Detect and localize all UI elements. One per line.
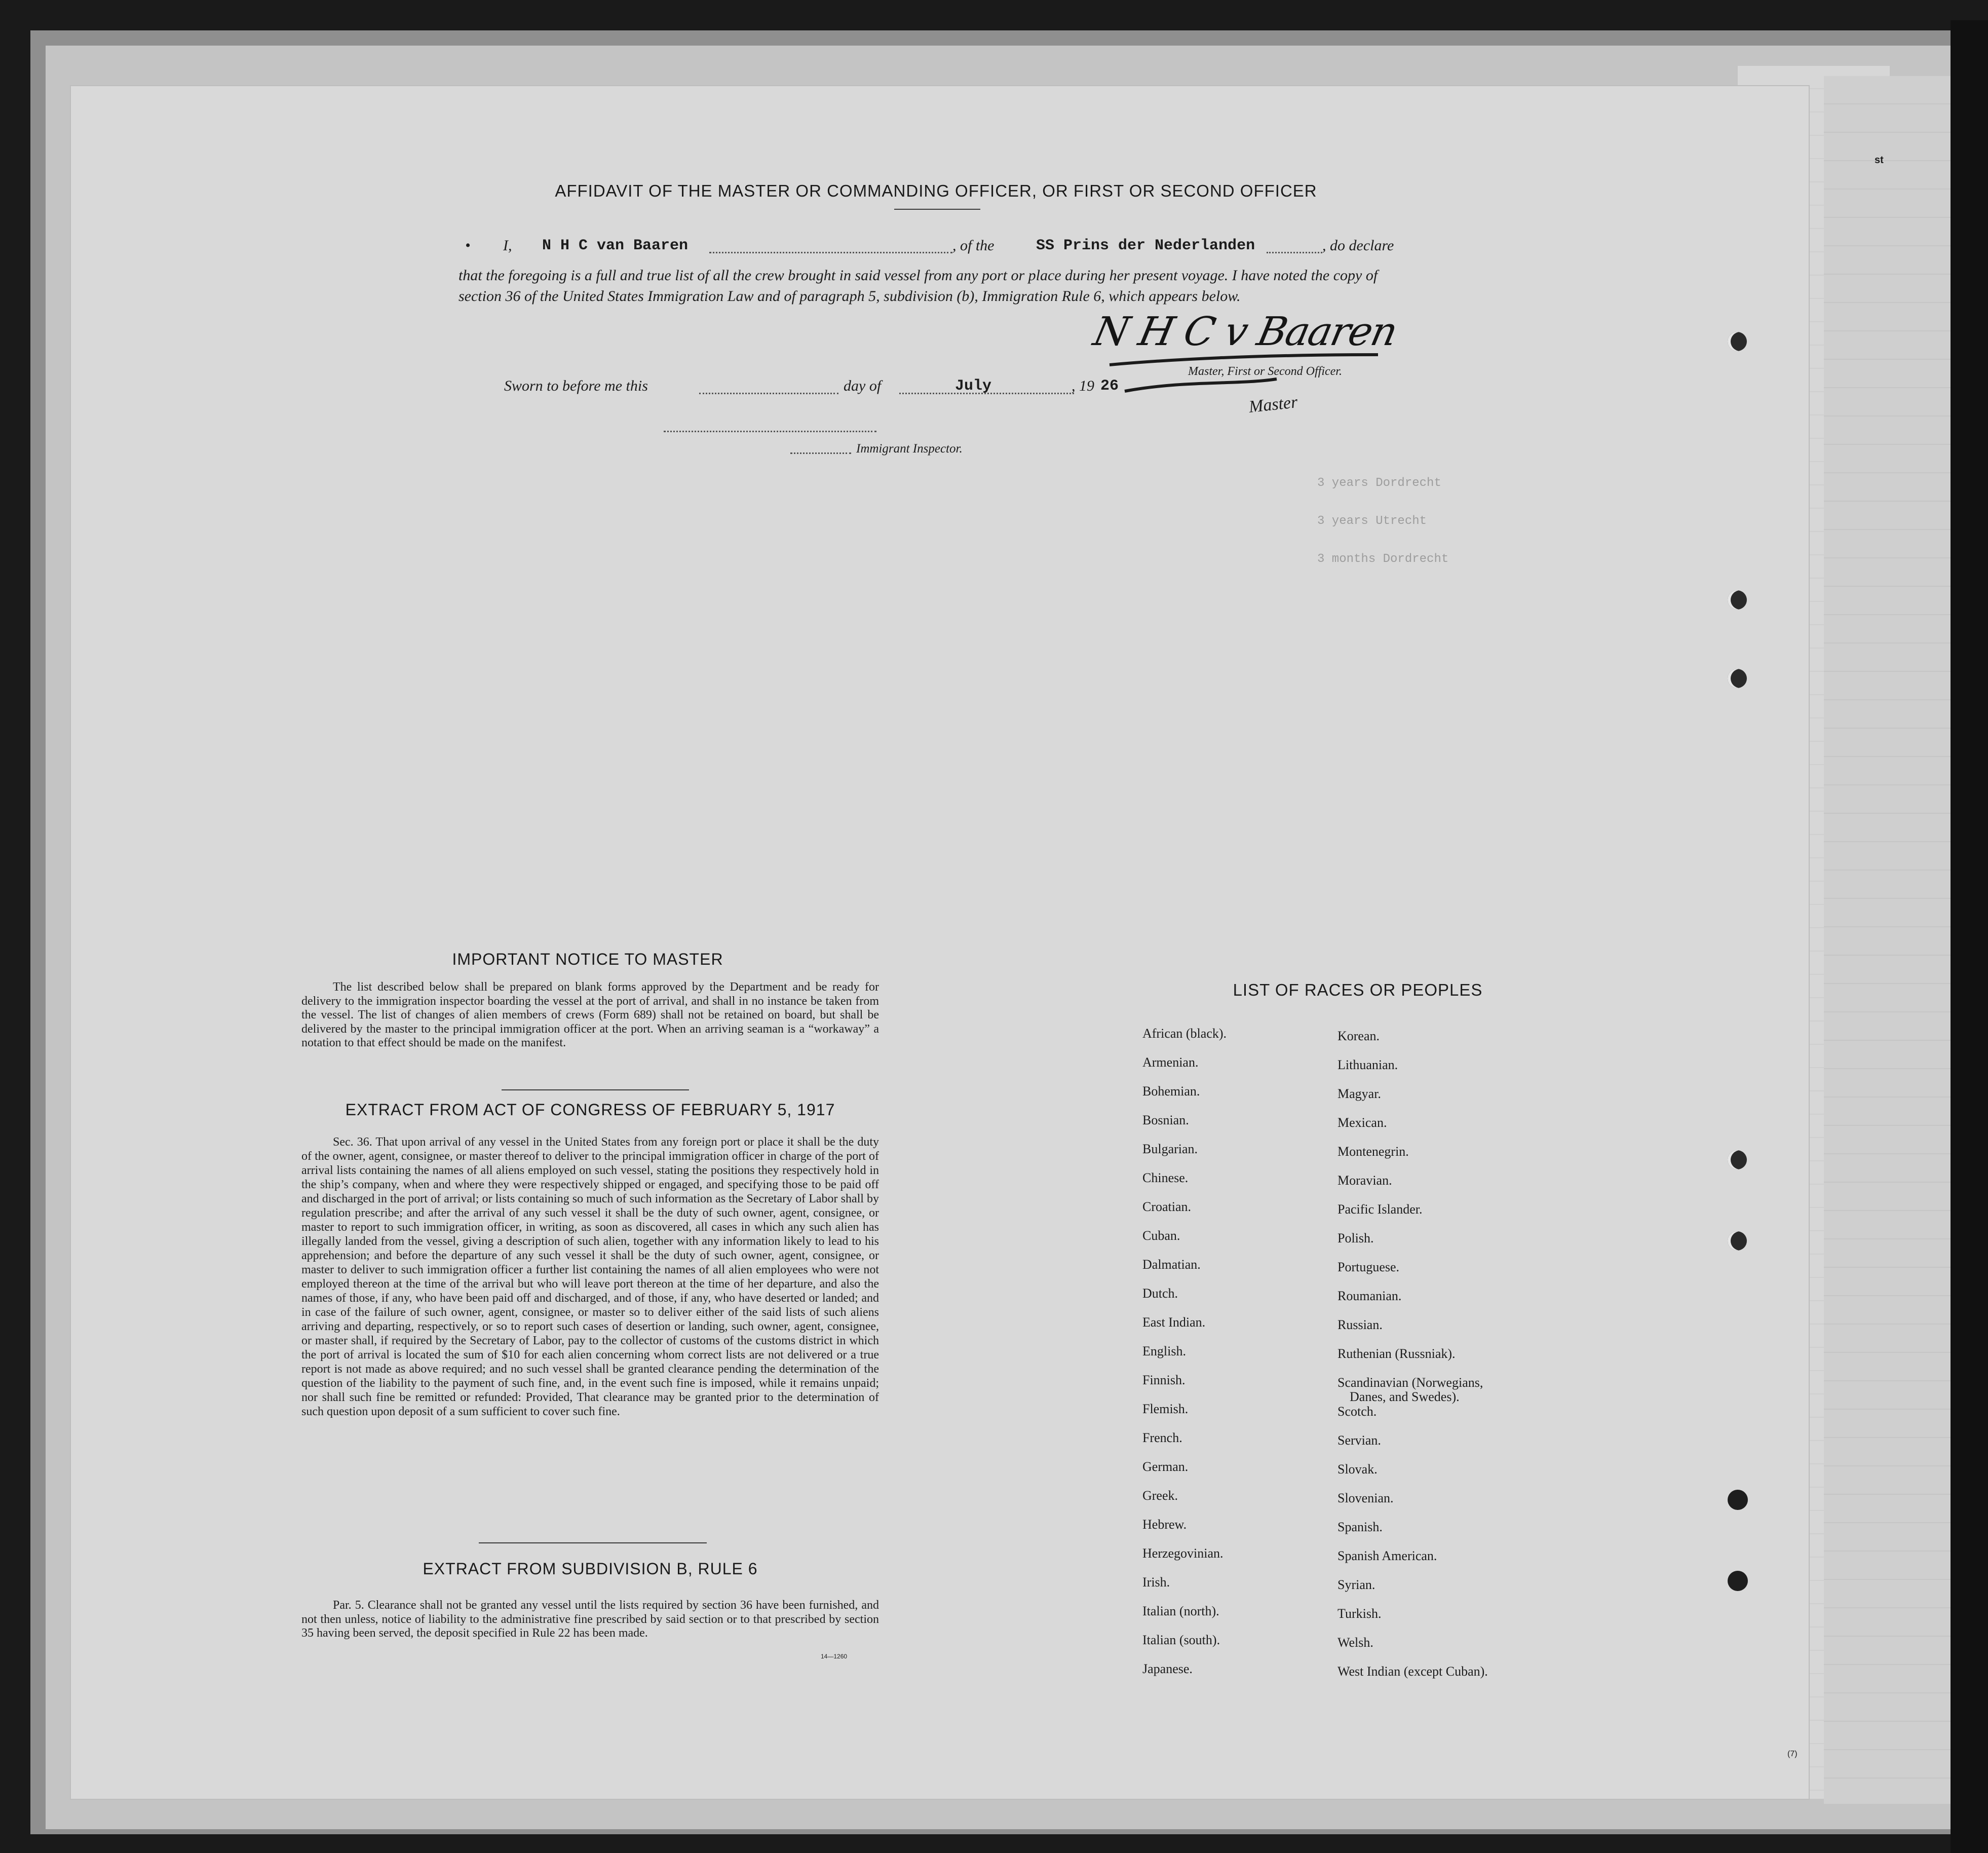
master-name: N H C van Baaren (542, 237, 689, 254)
race-item: Cuban. (1142, 1228, 1180, 1243)
race-item: Moravian. (1337, 1173, 1392, 1188)
rule-extract-body (301, 1599, 879, 1641)
race-item: English. (1142, 1344, 1186, 1358)
race-item: Lithuanian. (1337, 1057, 1398, 1072)
scan-border (1951, 20, 1988, 1853)
signature-caption: Master, First or Second Officer. (1188, 365, 1342, 378)
race-item: Finnish. (1142, 1373, 1186, 1387)
race-item: African (black). (1142, 1026, 1227, 1041)
signature-script: N H C v Baaren (1089, 309, 1401, 355)
race-item: Japanese. (1142, 1661, 1193, 1676)
race-item: Russian. (1337, 1317, 1383, 1332)
sworn-prefix: Sworn to before me this (504, 377, 648, 394)
sworn-day-label: day of (844, 377, 882, 394)
notice-paragraph: The list described below shall be prepared on blank forms approved by the Department and be ready for delivery to the immigration inspector boarding the vessel at the port of arrival, and shall in no instance be taken from the vessel. The list of changes of alien members of crews (Form 689) shall not be retained on board, but shall be delivered by the master to the principal immigration officer at the port. When an arriving seaman is a “workaway” a notation to that effect should be made on the manifest. (301, 980, 879, 1049)
race-item: Flemish. (1142, 1402, 1189, 1416)
race-item: Croatian. (1142, 1199, 1192, 1214)
edge-mark-top-right: st (1875, 155, 1884, 166)
form-number: 14—1260 (821, 1653, 848, 1660)
rule-extract-heading: EXTRACT FROM SUBDIVISION B, RULE 6 (423, 1560, 758, 1578)
race-item: Welsh. (1337, 1635, 1373, 1650)
punch-hole-icon (1728, 1231, 1747, 1251)
act-extract-heading: EXTRACT FROM ACT OF CONGRESS OF FEBRUARY 5, 1917 (345, 1101, 835, 1119)
notice-heading: IMPORTANT NOTICE TO MASTER (452, 950, 723, 968)
race-item: Greek. (1142, 1488, 1178, 1503)
race-item: Slovenian. (1337, 1491, 1394, 1505)
section-divider (479, 1542, 707, 1543)
affidavit-statement: that the foregoing is a full and true list of all the crew brought in said vessel from any port or place during her present voyage. I have noted the copy of section 36 of the United States Immigration Law and of paragraph 5, subdivision (b), Immigration Rule 6, which appears below. (458, 267, 1378, 305)
race-item: Turkish. (1337, 1606, 1382, 1621)
race-item: Bosnian. (1142, 1113, 1189, 1127)
vessel-name: SS Prins der Nederlanden (1036, 237, 1255, 254)
race-item: Syrian. (1337, 1577, 1375, 1592)
race-item: German. (1142, 1459, 1189, 1474)
race-item: Dalmatian. (1142, 1257, 1201, 1272)
race-item: Servian. (1337, 1433, 1381, 1448)
race-item: Bulgarian. (1142, 1142, 1198, 1156)
inspector-signature-line (790, 452, 851, 454)
handwritten-title: Master (1248, 393, 1298, 417)
race-item: Montenegrin. (1337, 1144, 1409, 1159)
race-item: Italian (north). (1142, 1604, 1219, 1618)
race-item: East Indian. (1142, 1315, 1206, 1330)
race-item: Hebrew. (1142, 1517, 1187, 1532)
race-item: Slovak. (1337, 1462, 1378, 1477)
race-item: West Indian (except Cuban). (1337, 1664, 1488, 1679)
race-item: Polish. (1337, 1231, 1374, 1245)
affidavit-declare-suffix: , do declare (1322, 237, 1394, 254)
affidavit-title: AFFIDAVIT OF THE MASTER OR COMMANDING OFFICER, OR FIRST OR SECOND OFFICER (555, 181, 1317, 200)
race-item: French. (1142, 1430, 1182, 1445)
page-number: (7) (1787, 1750, 1798, 1758)
race-item: Magyar. (1337, 1086, 1381, 1101)
inspector-signature-line (664, 431, 876, 432)
sworn-year: 26 (1100, 377, 1119, 395)
punch-hole-icon (1728, 332, 1747, 351)
section-divider (502, 1089, 689, 1090)
race-item: Scandinavian (Norwegians, (1337, 1375, 1483, 1390)
rule-extract-paragraph: Par. 5. Clearance shall not be granted any vessel until the lists required by section 36 have been furnished, and not then unless, notice of liability to the administrative fine prescribed by said section or to that prescribed by section 35 having been served, the deposit specified in Rule 22 has been made. (301, 1599, 879, 1640)
bleed-through-text: 3 months Dordrecht (1317, 552, 1449, 566)
affidavit-declarant-prefix: I, (503, 237, 512, 254)
race-item: Portuguese. (1337, 1260, 1400, 1274)
punch-hole-icon (1728, 669, 1747, 688)
ruled-sheet-edge (1824, 76, 1956, 1804)
bleed-through-text: 3 years Utrecht (1317, 514, 1427, 528)
race-item: Scotch. (1337, 1404, 1377, 1419)
manifest-page (71, 86, 1809, 1799)
race-item: Danes, and Swedes). (1350, 1389, 1460, 1404)
blank-line (709, 252, 952, 253)
bleed-through-text: 3 years Dordrecht (1317, 476, 1441, 490)
race-item: Herzegovinian. (1142, 1546, 1224, 1561)
race-item: Bohemian. (1142, 1084, 1200, 1099)
race-item: Roumanian. (1337, 1289, 1402, 1303)
race-item: Ruthenian (Russniak). (1337, 1346, 1456, 1361)
notice-body (301, 980, 879, 1050)
race-item: Italian (south). (1142, 1633, 1220, 1647)
inspector-caption: Immigrant Inspector. (856, 442, 963, 456)
race-item: Korean. (1337, 1029, 1380, 1043)
race-item: Irish. (1142, 1575, 1170, 1590)
race-item: Spanish. (1337, 1520, 1383, 1534)
blank-line (1267, 252, 1322, 253)
punch-hole-icon (1728, 590, 1747, 610)
races-heading: LIST OF RACES OR PEOPLES (1233, 980, 1483, 999)
race-item: Chinese. (1142, 1170, 1189, 1185)
race-item: Dutch. (1142, 1286, 1178, 1301)
act-extract-body (301, 1135, 879, 1419)
title-underline (894, 209, 980, 210)
sworn-day-blank (699, 393, 838, 394)
race-item: Spanish American. (1337, 1548, 1437, 1563)
sworn-month: July (955, 377, 992, 395)
race-item: Pacific Islander. (1337, 1202, 1423, 1217)
punch-hole-icon (1728, 1150, 1747, 1169)
act-extract-paragraph: Sec. 36. That upon arrival of any vessel in the United States from any foreign port or place it shall be the duty of the owner, agent, consignee, or master thereof to deliver to the principal immigration officer in charge of the port of arrival lists containing the names of all aliens employed on such vessel, stating the positions they respectively hold in the ship’s company, when and where they were respectively shipped or engaged, and specifying those to be paid off and discharged in the port of arrival; or lists containing so much of such information as the Secretary of Labor shall by regulation prescribe; and after the arrival of any such vessel it shall be the duty of such owner, agent, consignee, or master to report to such immigration officer, in writing, as soon as discovered, all cases in which any such alien has illegally landed from the vessel, giving a description of such alien, together with any information likely to lead to his apprehension; and before the departure of any such vessel it shall be the duty of such owner, agent, consignee, or master to deliver to such immigration officer a further list containing the names of all alien employees who were not employed thereon at the time of the arrival but who will leave port thereon at the time of her departure, and also the names of those, if any, who have been paid off and discharged, and of those, if any, who have deserted or landed; and in case of the failure of such owner, agent, consignee, or master so to deliver either of the said lists of such aliens arriving and departing, respectively, or so to report such cases of desertion or landing, such owner, agent, consignee, or master shall, if required by the Secretary of Labor, pay to the collector of customs of the customs district in which the port of arrival is located the sum of $10 for each alien concerning whom correct lists are not delivered or a true report is not made as above required; and no such vessel shall be granted clearance pending the determination of the question of the liability to the payment of such fine, and, in the event such fine is imposed, while it remains unpaid; nor shall such fine be remitted or refunded: Provided, That clearance may be granted prior to the determination of such question upon deposit of a sum sufficient to cover such fine. (301, 1136, 879, 1418)
race-item: Armenian. (1142, 1055, 1199, 1070)
punch-hole-icon (1728, 1490, 1748, 1510)
race-item: Mexican. (1337, 1115, 1387, 1130)
affidavit-bullet: • (465, 237, 471, 254)
punch-hole-icon (1728, 1571, 1748, 1591)
affidavit-vessel-prefix: , of the (952, 237, 995, 254)
sworn-year-prefix: , 19 (1072, 377, 1094, 394)
